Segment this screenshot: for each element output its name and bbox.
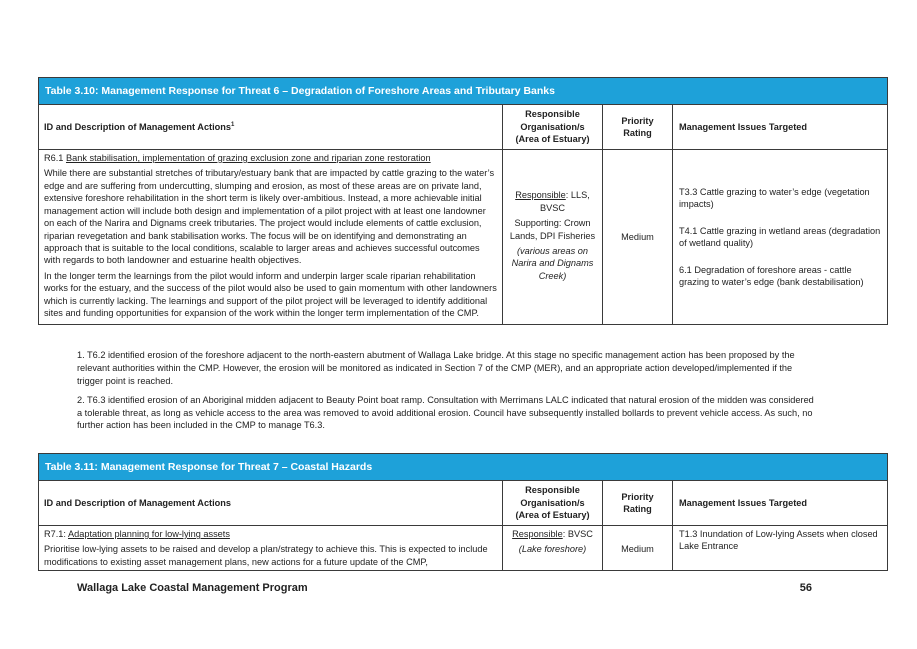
table-3-11 <box>38 453 888 571</box>
issue-item: 6.1 Degradation of foreshore areas - cattle grazing to water’s edge (bank destabilisation) <box>679 264 864 288</box>
note-2: 2. T6.3 identified erosion of an Aboriginal midden adjacent to Beauty Point boat ramp. Consultation with Merrimans LALC indicated that natural erosion of the midden was considered a tolerable threat, as long as vehicle access to the area was removed to avoid additional erosion. Council have subsequently installed bollards to prevent vehicle access. As such, no further action has been included in the CMP to manage T6.3. <box>77 394 814 431</box>
issue-item: T3.3 Cattle grazing to water’s edge (vegetation impacts) <box>679 186 870 210</box>
table-caption: Table 3.11: Management Response for Threat 7 – Coastal Hazards <box>39 454 887 481</box>
table-header-row <box>39 105 887 150</box>
table-row <box>39 526 887 571</box>
action-para-1: While there are substantial stretches of tributary/estuary bank that are impacted by cattle grazing to the water’s edge and are suffering from undercutting, slumping and erosion, as most of these areas are on private land, extensive foreshore rehabilitation in the short term is likely over-ambitious. Instead, a more achievable initial management action will include both design and implementation of a pilot project with at least one landowner on each of the Narira and Dignams creek tributaries. The project would include elements of cattle exclusion, riparian revegetation and bank stabilisation works. The focus will be on identifying and demonstrating an approach that is suitable to the local conditions, scalable to larger areas and achieves successful outcomes with regards to both landowner and estuarine health objectives. <box>44 168 495 266</box>
action-title: Bank stabilisation, implementation of grazing exclusion zone and riparian zone restoration <box>65 153 431 163</box>
header-priority: Priority Rating <box>602 481 672 525</box>
header-actions: ID and Description of Management Actions <box>44 497 232 508</box>
table-notes <box>77 349 817 438</box>
table-caption: Table 3.10: Management Response for Threat 6 – Degradation of Foreshore Areas and Tributary Banks <box>39 78 887 105</box>
issue-item: T4.1 Cattle grazing in wetland areas (degradation of wetland quality) <box>679 225 881 249</box>
action-id: R7.1: <box>44 529 66 539</box>
note-1: 1. T6.2 identified erosion of the foreshore adjacent to the north-eastern abutment of Wallaga Lake bridge. At this stage no specific management action has been proposed by the relevant authorities within the CMP. However, the erosion will be monitored as indicated in Section 7 of the CMP (MER), and an appropriate action developed/implemented if the trigger point is reached. <box>77 350 795 386</box>
header-priority: Priority Rating <box>602 105 672 149</box>
header-responsible: Responsible Organisation/s (Area of Estuary) <box>502 481 602 525</box>
page-footer <box>77 582 812 594</box>
action-id: R6.1 <box>44 153 64 163</box>
table-row <box>39 150 887 324</box>
page-number: 56 <box>799 582 812 594</box>
header-issues: Management Issues Targeted <box>672 481 887 525</box>
action-description <box>39 526 502 571</box>
footnote-marker: 1 <box>231 121 235 128</box>
issues-cell <box>672 526 887 571</box>
responsible-cell: Responsible: BVSC (Lake foreshore) <box>502 526 602 571</box>
action-para-1: Prioritise low-lying assets to be raised and develop a plan/strategy to achieve this. This is expected to include modifications to existing asset management plans, new actions for a future update of the CMP, <box>44 544 488 567</box>
header-actions: ID and Description of Management Actions$^1$ <box>44 121 235 132</box>
issues-cell <box>672 150 887 324</box>
header-issues: Management Issues Targeted <box>672 105 887 149</box>
action-title: Adaptation planning for low-lying assets <box>68 529 230 539</box>
document-title: Wallaga Lake Coastal Management Program <box>77 582 308 594</box>
header-responsible: Responsible Organisation/s (Area of Estuary) <box>502 105 602 149</box>
priority-cell: Medium <box>602 150 672 324</box>
issue-item: T1.3 Inundation of Low-lying Assets when closed Lake Entrance <box>679 529 878 552</box>
action-para-2: In the longer term the learnings from the pilot would inform and underpin larger scale riparian rehabilitation works for the estuary, and the success of the pilot would also be used to gain momentum with other landowners which is currently lacking. The learnings and support of the pilot project will be leveraged to identify additional sites and funding opportunities for expansion of the work within the longer term implementation of the CMP. <box>44 270 497 319</box>
responsible-cell: Responsible: LLS, BVSC Supporting: Crown Lands, DPI Fisheries (various areas on Narira and Dignams Creek) <box>502 150 602 324</box>
table-header-row <box>39 481 887 526</box>
action-description <box>39 150 502 324</box>
table-3-10 <box>38 77 888 325</box>
priority-cell: Medium <box>602 526 672 571</box>
